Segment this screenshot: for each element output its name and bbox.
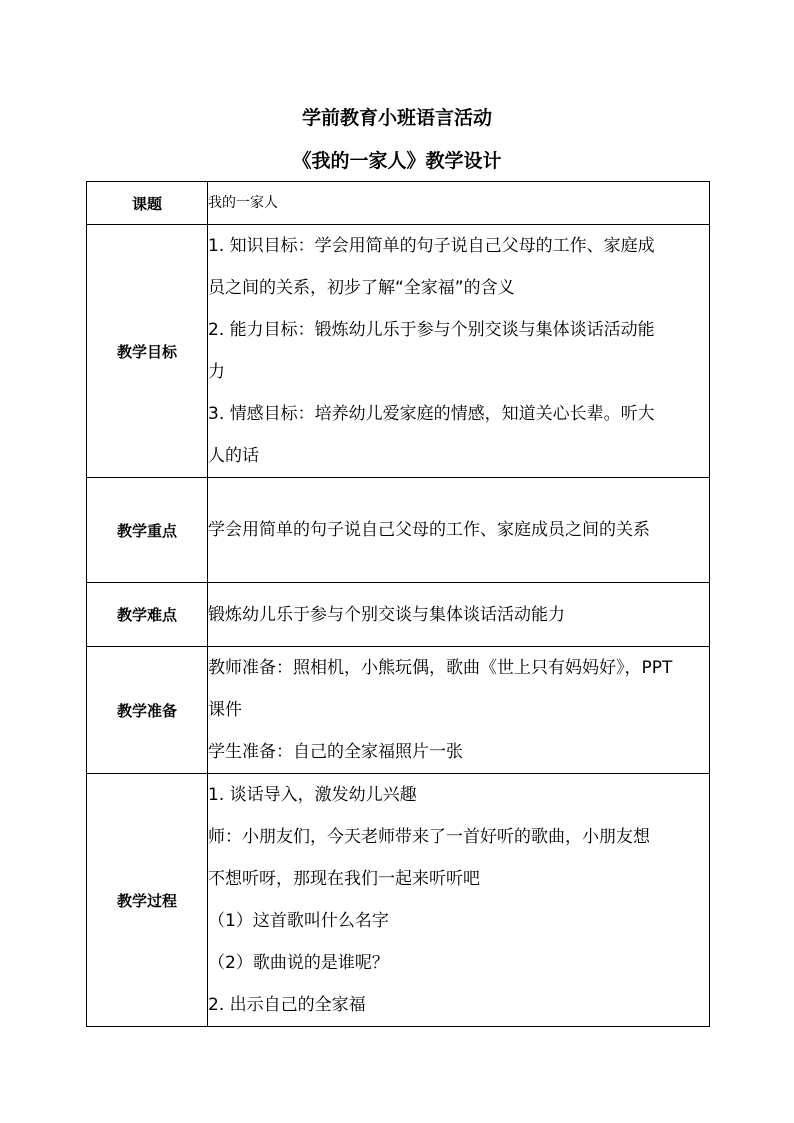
- content-line: 人的话: [208, 446, 259, 466]
- content-line: 学会用简单的句子说自己父母的工作、家庭成员之间的关系: [208, 520, 650, 540]
- content-line: 锻炼幼儿乐于参与个别交谈与集体谈话活动能力: [208, 604, 565, 625]
- content-line: 1. 知识目标：学会用简单的句子说自己父母的工作、家庭成: [208, 236, 655, 256]
- table-row-objectives: [87, 225, 710, 478]
- content-line: 教师准备：照相机，小熊玩偶，歌曲《世上只有妈妈好》，PPT: [208, 658, 673, 678]
- table-row-difficulties: [87, 583, 710, 647]
- row-label-process: 教学过程: [87, 774, 208, 1027]
- row-label-preparation: 教学准备: [87, 647, 208, 774]
- content-line: 我的一家人: [208, 195, 278, 211]
- row-label-key-points: 教学重点: [87, 478, 208, 583]
- table-row-process: [87, 774, 710, 1027]
- row-content-preparation: [208, 647, 710, 774]
- document-title: 学前教育小班语言活动: [301, 107, 492, 129]
- content-line: 学生准备：自己的全家福照片一张: [208, 742, 463, 762]
- table-row-key-points: [87, 478, 710, 583]
- row-label-objectives: 教学目标: [87, 225, 208, 478]
- content-line: 2. 能力目标：锻炼幼儿乐于参与个别交谈与集体谈话活动能: [208, 320, 655, 340]
- lesson-plan-table: [86, 181, 710, 1027]
- content-line: 不想听呀，那现在我们一起来听听吧: [208, 869, 480, 889]
- table-row-preparation: [87, 647, 710, 774]
- document-subtitle: 《我的一家人》教学设计: [292, 150, 502, 172]
- content-line: 3. 情感目标：培养幼儿爱家庭的情感，知道关心长辈。听大: [208, 404, 655, 424]
- row-content-difficulties: [208, 583, 710, 647]
- content-line: 1. 谈话导入，激发幼儿兴趣: [208, 785, 417, 805]
- row-content-topic: [208, 182, 710, 225]
- row-content-objectives: [208, 225, 710, 478]
- content-line: 力: [208, 362, 225, 382]
- content-line: 2. 出示自己的全家福: [208, 995, 366, 1015]
- content-line: 师：小朋友们，今天老师带来了一首好听的歌曲，小朋友想: [208, 827, 650, 847]
- row-content-process: [208, 774, 710, 1027]
- content-line: 课件: [208, 700, 242, 720]
- row-label-difficulties: 教学难点: [87, 583, 208, 647]
- content-line: 员之间的关系，初步了解“全家福”的含义: [208, 278, 515, 298]
- row-label-topic: 课题: [87, 182, 208, 225]
- row-content-key-points: [208, 478, 710, 583]
- content-line: （2）歌曲说的是谁呢？: [208, 953, 389, 973]
- content-line: （1）这首歌叫什么名字: [208, 911, 389, 931]
- table-row-topic: [87, 182, 710, 225]
